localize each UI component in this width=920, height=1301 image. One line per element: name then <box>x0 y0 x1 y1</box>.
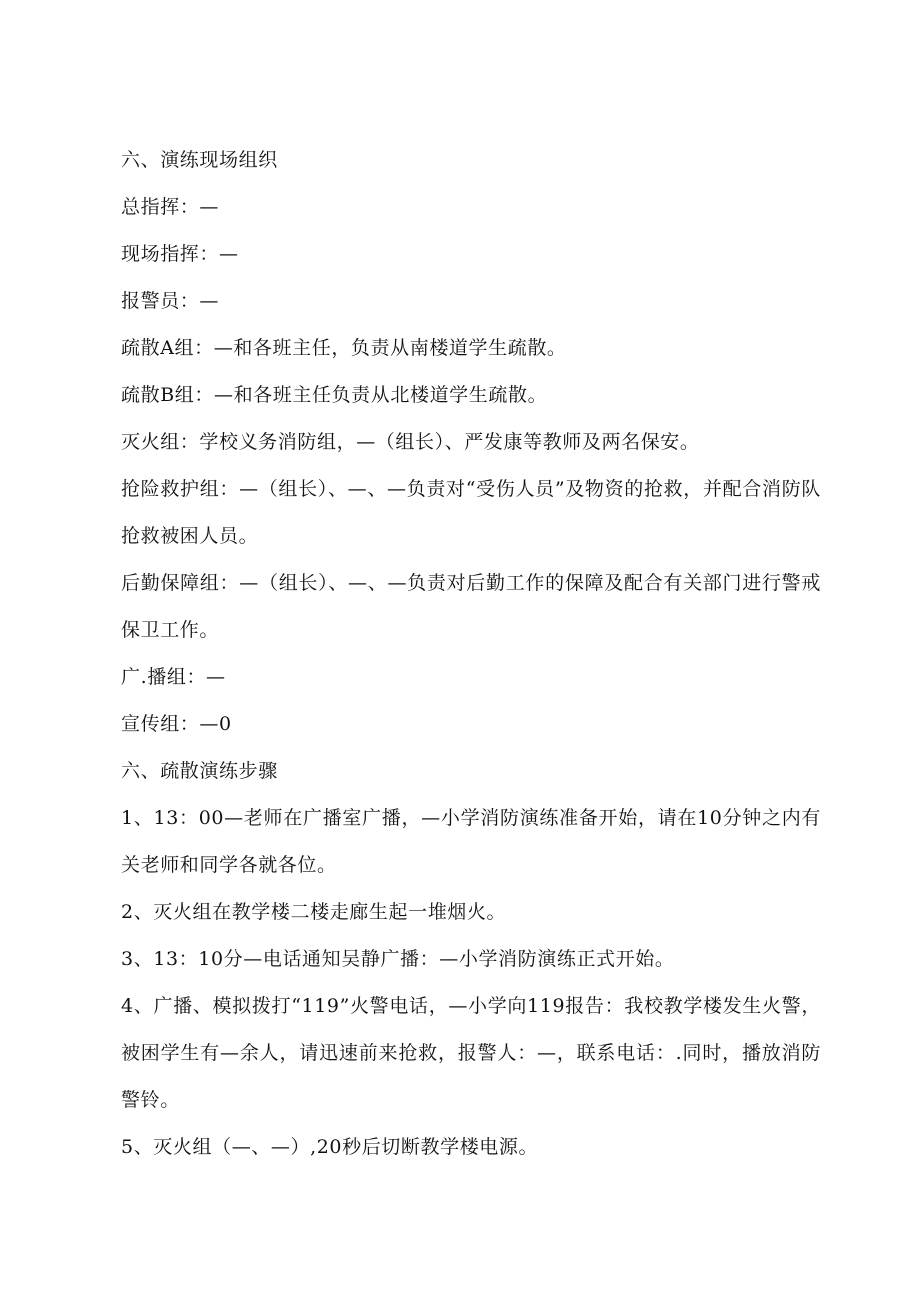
paragraph-evacuation-group-a: 疏散A组：—和各班主任，负责从南楼道学生疏散。 <box>121 337 567 359</box>
paragraph-commander: 总指挥：— <box>121 196 220 218</box>
document-body <box>121 137 821 1171</box>
section-heading-evacuation-steps: 六、疏散演练步骤 <box>121 760 278 782</box>
paragraph-broadcast-group: 广.播组：— <box>121 666 226 688</box>
step-3: 3、13：10分—电话通知吴静广播：—小学消防演练正式开始。 <box>121 948 675 970</box>
step-1: 1、13：00—老师在广播室广播，—小学消防演练准备开始，请在10分钟之内有关老师和同学各就各位。 <box>121 807 821 876</box>
paragraph-evacuation-group-b: 疏散B组：—和各班主任负责从北楼道学生疏散。 <box>121 384 548 406</box>
step-2: 2、灭火组在教学楼二楼走廊生起一堆烟火。 <box>121 901 507 923</box>
section-heading-drill-organization: 六、演练现场组织 <box>121 149 278 171</box>
paragraph-logistics-group: 后勤保障组：—（组长）、—、—负责对后勤工作的保障及配合有关部门进行警戒保卫工作。 <box>121 572 821 641</box>
paragraph-rescue-group: 抢险救护组：—（组长）、—、—负责对“受伤人员”及物资的抢救，并配合消防队抢救被困人员。 <box>121 478 821 547</box>
paragraph-firefighting-group: 灭火组：学校义务消防组，—（组长）、严发康等教师及两名保安。 <box>121 431 700 453</box>
paragraph-site-commander: 现场指挥：— <box>121 243 239 265</box>
step-4: 4、广播、模拟拨打“119”火警电话，—小学向119报告：我校教学楼发生火警，被困学生有—余人，请迅速前来抢救，报警人：—，联系电话：.同时，播放消防警铃。 <box>121 995 821 1111</box>
paragraph-alarm-reporter: 报警员：— <box>121 290 220 312</box>
step-5: 5、灭火组（—、—）,20秒后切断教学楼电源。 <box>121 1136 539 1158</box>
paragraph-publicity-group: 宣传组：—0 <box>121 713 232 735</box>
